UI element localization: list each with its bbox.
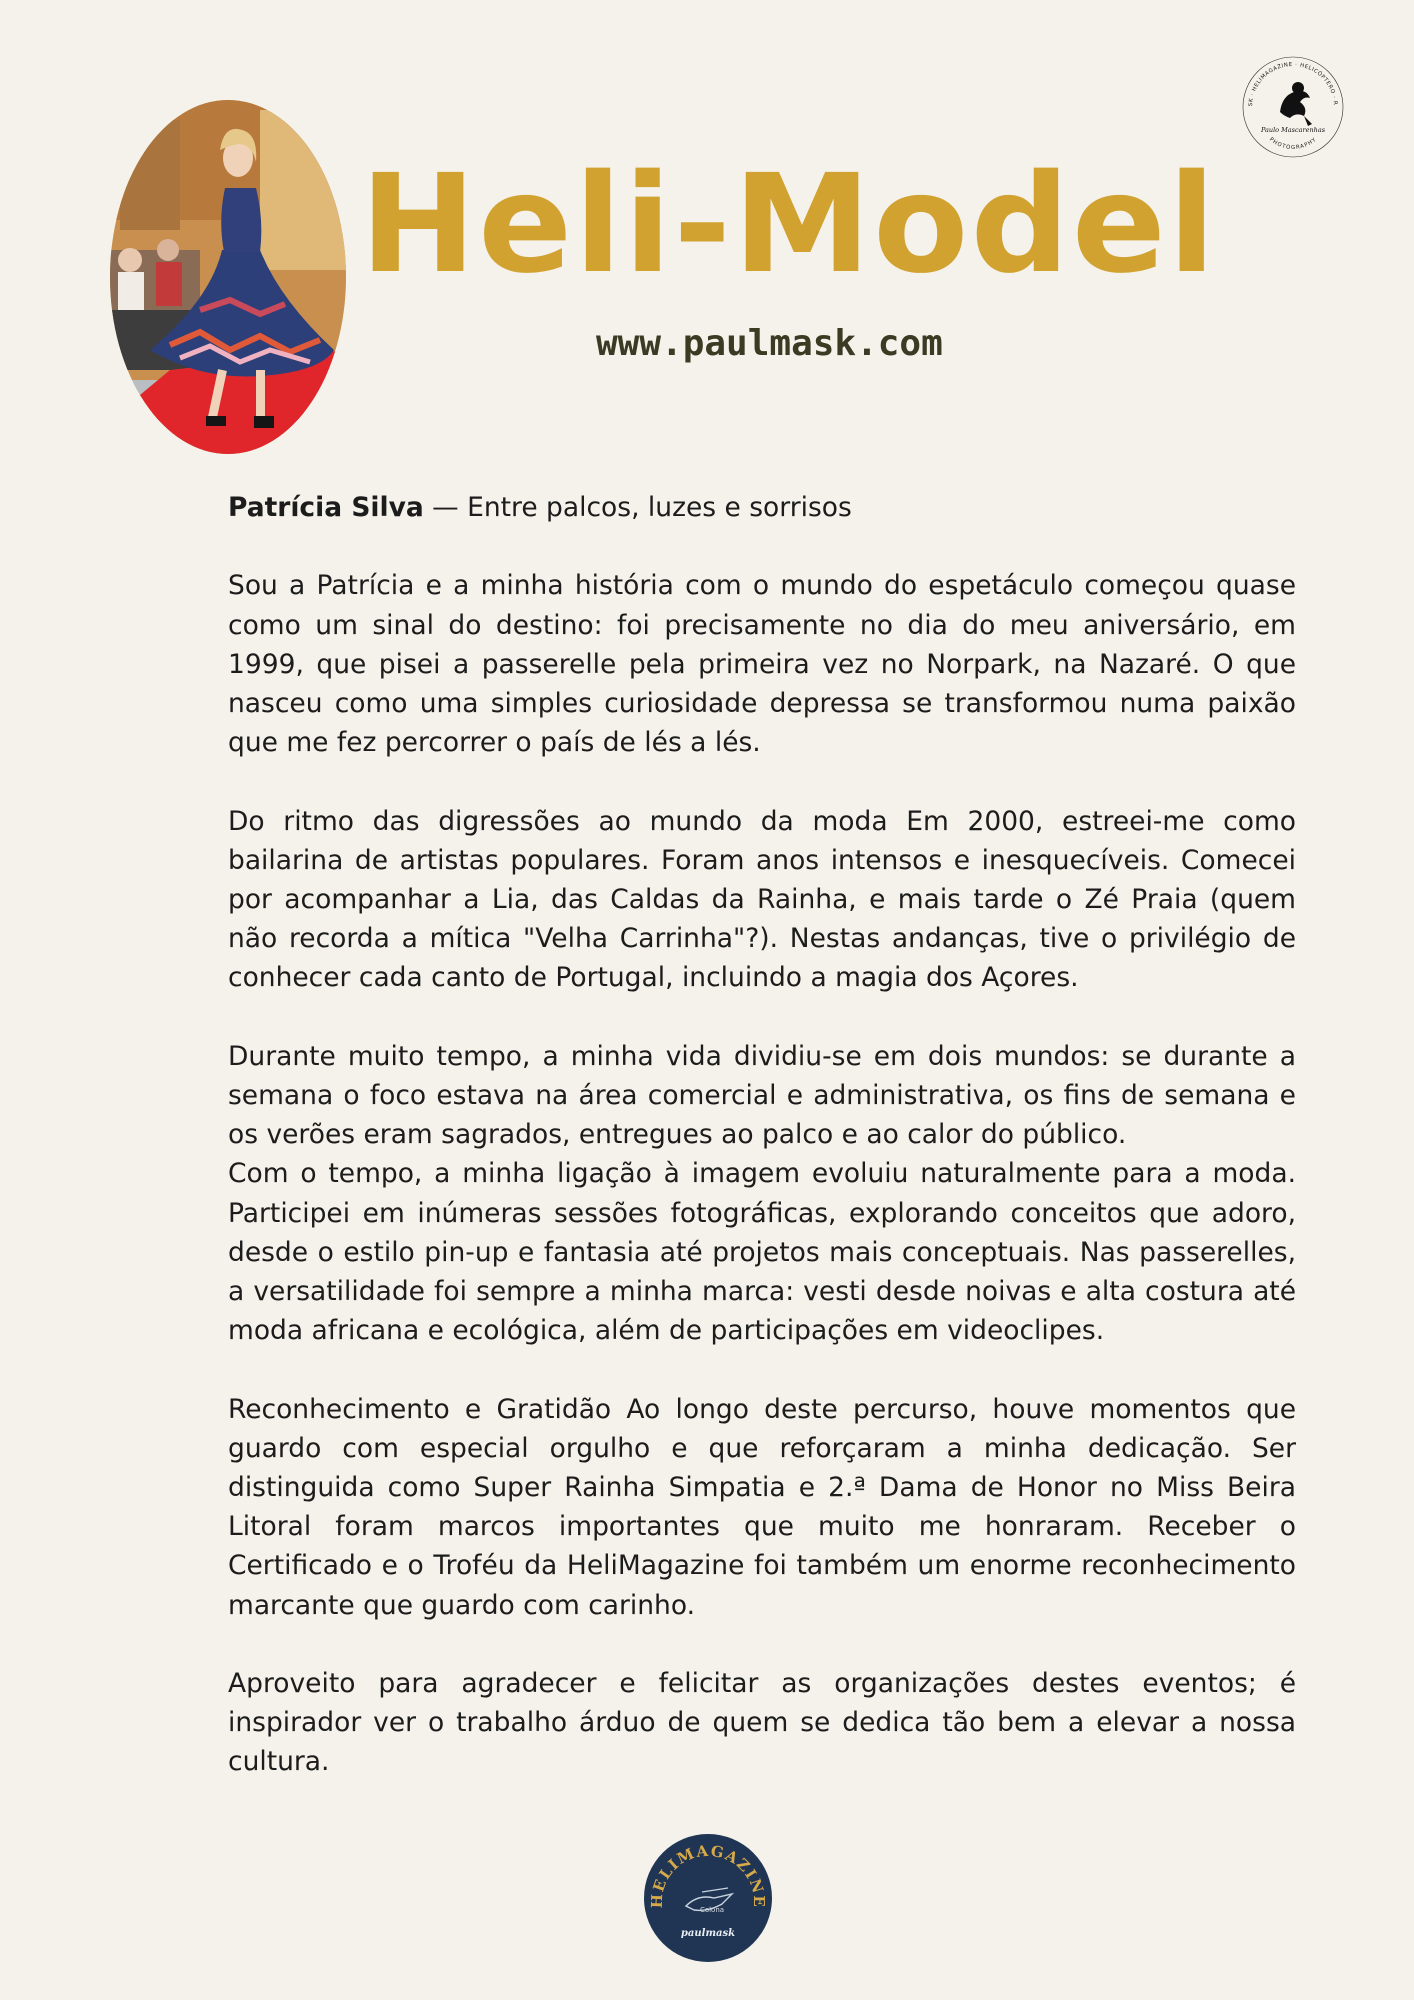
photographer-logo-icon <box>1238 52 1348 162</box>
seal-ring-text: SK · HELIMAGAZINE · HELICÓPTERO · R <box>1247 61 1339 107</box>
model-photo <box>110 100 346 454</box>
article-paragraph: Durante muito tempo, a minha vida dividiu-se em dois mundos: se durante a semana o foco estava na área comercial e administrativa, os fins de semana e os verões eram sagrados, entregues ao palco e ao calor do público. <box>228 1040 1296 1151</box>
article-body <box>228 488 1296 1782</box>
article-paragraph: Sou a Patrícia e a minha história com o mundo do espetáculo começou quase como um sinal do destino: foi precisamente no dia do meu aniversário, em 1999, que pisei a passerelle pela primeira vez no Norpark, na Nazaré. O que nasceu como uma simples curiosidade depressa se transformou numa paixão que me fez percorrer o país de lés a lés. <box>228 570 1296 759</box>
helimagazine-logo-icon <box>642 1832 774 1964</box>
magazine-title: Heli-Model <box>360 146 1218 304</box>
model-photo-image <box>110 100 346 454</box>
seal-bottom-text: PHOTOGRAPHY <box>1267 136 1319 152</box>
article-paragraph: Aproveito para agradecer e felicitar as organizações destes eventos; é inspirador ver o trabalho árduo de quem se dedica tão bem a elevar a nossa cultura. <box>228 1668 1296 1778</box>
article-subtitle: — Entre palcos, luzes e sorrisos <box>423 492 852 523</box>
website-url[interactable]: www.paulmask.com <box>596 323 943 364</box>
author-name: Patrícia Silva <box>228 492 424 523</box>
svg-text:PHOTOGRAPHY <box>1268 137 1318 151</box>
article-paragraph: Com o tempo, a minha ligação à imagem evoluiu naturalmente para a moda. Participei em inúmeras sessões fotográficas, explorando conceitos que adoro, desde o estilo pin-up e fantasia até projetos mais conceptuais. Nas passerelles, a versatilidade foi sempre a minha marca: vesti desde noivas e alta costura até moda africana e ecológica, além de participações em videoclipes. <box>228 1158 1296 1347</box>
logo-caption: paulmask <box>680 1928 736 1939</box>
article-paragraph: Do ritmo das digressões ao mundo da moda Em 2000, estreei-me como bailarina de artistas populares. Foram anos intensos e inesquecíveis. Comecei por acompanhar a Lia, das Caldas da Rainha, e mais tarde o Zé Praia (quem não recorda a mítica "Velha Carrinha"?). Nestas andanças, tive o privilégio de conhecer cada canto de Portugal, incluindo a magia dos Açores. <box>228 805 1296 994</box>
article-byline <box>228 488 1296 527</box>
logo-center-word: Colona <box>699 1906 725 1914</box>
logo-name: HELIMAGAZINE <box>647 1841 769 1909</box>
article-paragraph: Reconhecimento e Gratidão Ao longo deste percurso, houve momentos que guardo com especial orgulho e que reforçaram a minha dedicação. Ser distinguida como Super Rainha Simpatia e 2.ª Dama de Honor no Miss Beira Litoral foram marcos importantes que muito me honraram. Receber o Certificado e o Troféu da HeliMagazine foi também um enorme reconhecimento marcante que guardo com carinho. <box>228 1393 1296 1621</box>
seal-signature: Paulo Mascarenhas <box>1260 126 1326 134</box>
